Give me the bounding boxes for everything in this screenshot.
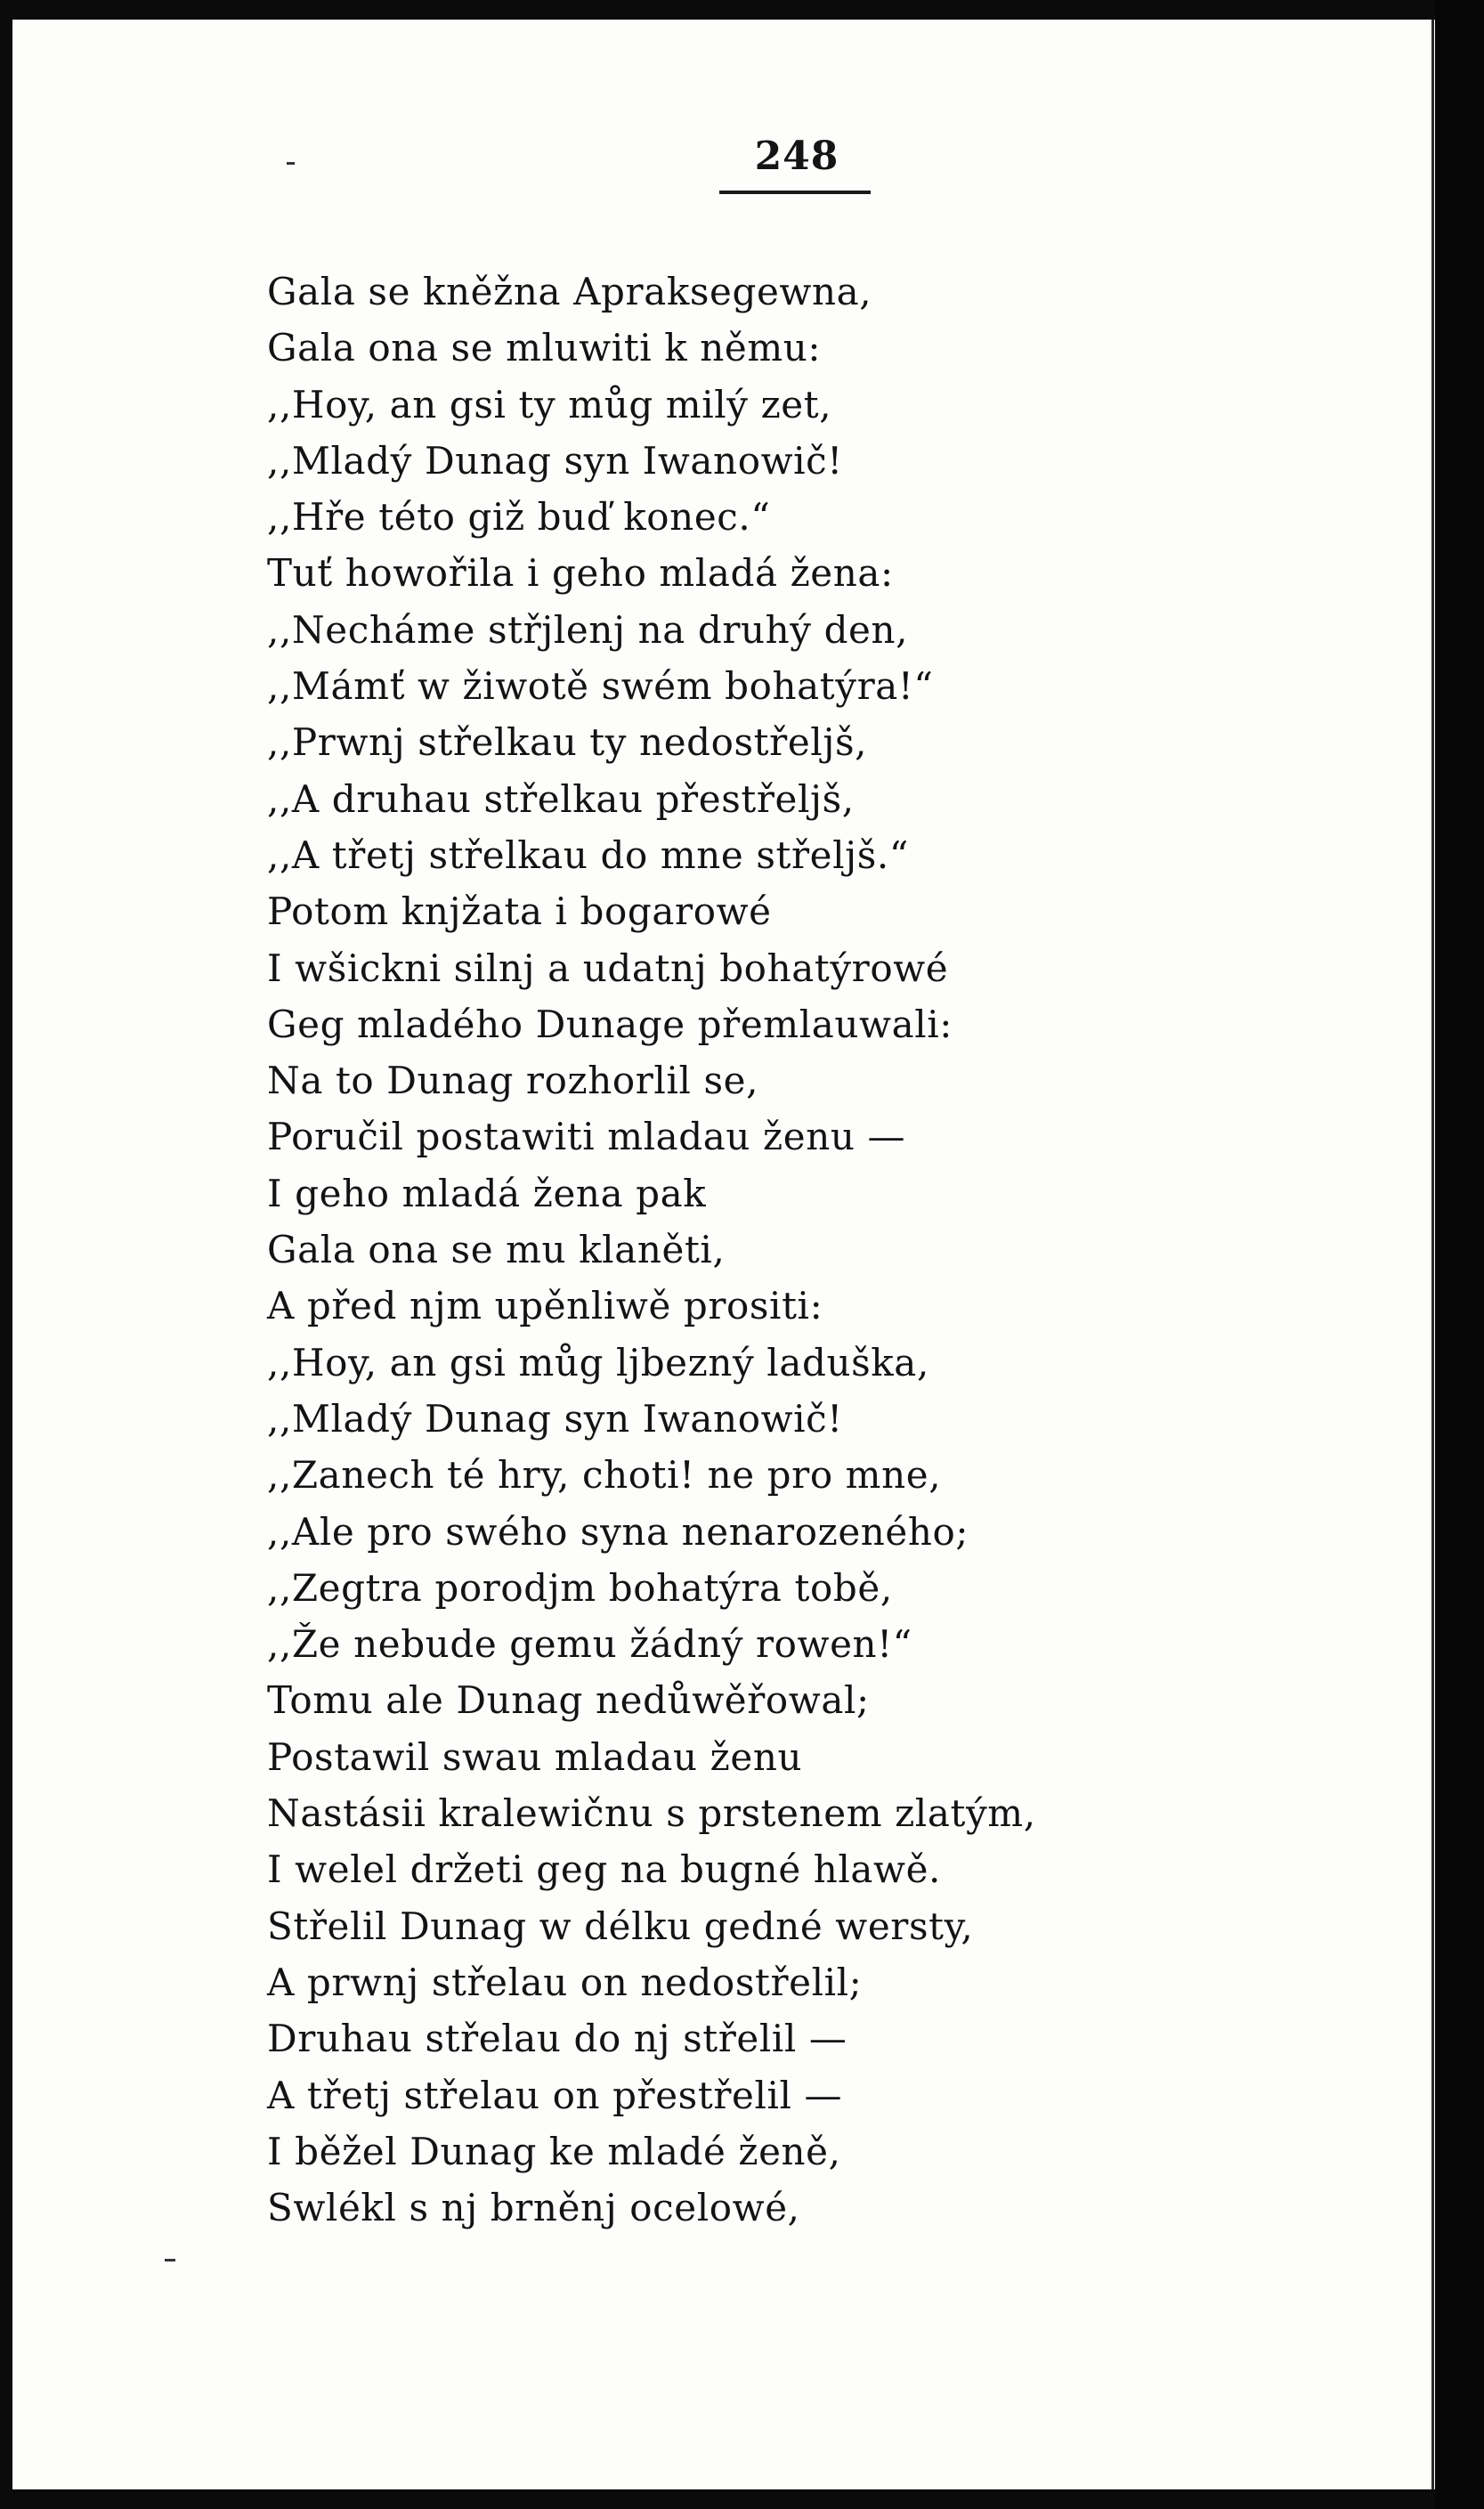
scan-right-edge	[1435, 0, 1484, 2509]
verse-line: ,,A třetj střelkau do mne střeljš.“	[267, 832, 909, 877]
verse-line: Gala ona se mluwiti k němu:	[267, 326, 822, 370]
verse-line: Tuť howořila i geho mladá žena:	[267, 551, 894, 596]
verse-line: A prwnj střelau on nedostřelil;	[267, 1960, 863, 2004]
verse-line: ,,Mladý Dunag syn Iwanowič!	[267, 438, 843, 483]
verse-line: Střelil Dunag w délku gedné wersty,	[267, 1904, 974, 1948]
verse-line: ,,Necháme střjlenj na druhý den,	[267, 607, 909, 652]
verse-line: Potom knjžata i bogarowé	[267, 889, 772, 934]
scan-speck	[165, 2259, 175, 2261]
verse-line: ,,Hře této giž buď konec.“	[267, 495, 771, 540]
page-edge-line	[1431, 20, 1434, 2489]
verse-line: ,,A druhau střelkau přestřeljš,	[267, 776, 855, 821]
poem-text	[267, 264, 1036, 2236]
verse-line: A třetj střelau on přestřelil —	[267, 2073, 843, 2117]
verse-line: I běžel Dunag ke mladé ženě,	[267, 2129, 841, 2173]
page-number-rule	[719, 191, 871, 194]
verse-line: Na to Dunag rozhorlil se,	[267, 1059, 759, 1103]
verse-line: ,,Že nebude gemu žádný rowen!“	[267, 1622, 912, 1667]
verse-line: Postawil swau mladau ženu	[267, 1734, 803, 1779]
verse-line: ,,Hoy, an gsi můg ljbezný laduška,	[267, 1340, 929, 1384]
verse-line: Gala se kněžna Apraksegewna,	[267, 270, 872, 313]
verse-line: A před njm upěnliwě prositi:	[267, 1284, 823, 1328]
verse-line: ,,Mladý Dunag syn Iwanowič!	[267, 1396, 843, 1441]
verse-line: Swlékl s nj brněnj ocelowé,	[267, 2186, 800, 2230]
verse-line: Tomu ale Dunag nedůwěřowal;	[267, 1678, 870, 1723]
verse-line: ,,Zegtra porodjm bohatýra tobě,	[267, 1565, 893, 1610]
verse-line: ,,Hoy, an gsi ty můg milý zet,	[267, 382, 832, 426]
scan-speck	[287, 162, 295, 165]
verse-line: ,,Zanech té hry, choti! ne pro mne,	[267, 1453, 942, 1498]
page-number: 248	[754, 134, 839, 179]
verse-line: I welel držeti geg na bugné hlawě.	[267, 1847, 941, 1892]
verse-line: Nastásii kralewičnu s prstenem zlatým,	[267, 1791, 1036, 1836]
verse-line: Gala ona se mu klaněti,	[267, 1228, 726, 1272]
verse-line: Poručil postawiti mladau ženu —	[267, 1115, 906, 1159]
verse-line: I geho mladá žena pak	[267, 1171, 707, 1215]
verse-line: ,,Ale pro swého syna nenarozeného;	[267, 1509, 969, 1554]
verse-line: ,,Prwnj střelkau ty nedostřeljš,	[267, 720, 868, 765]
verse-line: Druhau střelau do nj střelil —	[267, 2017, 847, 2061]
verse-line: ,,Mámť w žiwotě swém bohatýra!“	[267, 664, 934, 709]
verse-line: Geg mladého Dunage přemlauwali:	[267, 1002, 953, 1046]
verse-line: I wšickni silnj a udatnj bohatýrowé	[267, 946, 949, 990]
